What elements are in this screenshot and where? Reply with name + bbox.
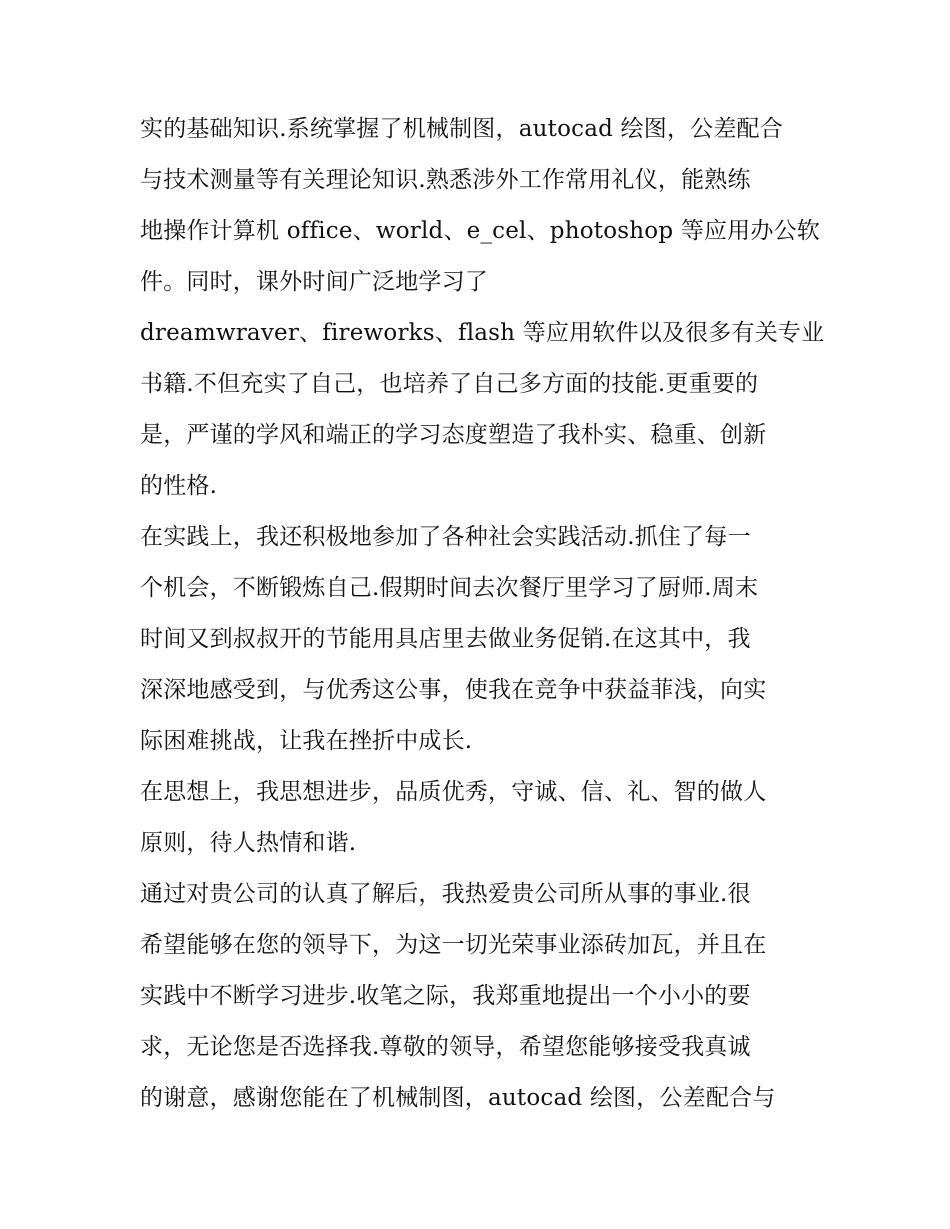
text-line: 的性格. bbox=[140, 473, 218, 499]
text-line: 原则，待人热情和谐. bbox=[140, 830, 357, 856]
text-line: 通过对贵公司的认真了解后，我热爱贵公司所从事的事业.很 bbox=[140, 881, 751, 907]
text-line: 求，无论您是否选择我.尊敬的领导，希望您能够接受我真诚 bbox=[140, 1034, 751, 1060]
text-line: 实践中不断学习进步.收笔之际，我郑重地提出一个小小的要 bbox=[140, 983, 751, 1009]
text-line: 是，严谨的学风和端正的学习态度塑造了我朴实、稳重、创新 bbox=[140, 422, 767, 448]
text-line: 书籍.不但充实了自己，也培养了自己多方面的技能.更重要的 bbox=[140, 371, 759, 397]
text-line: 时间又到叔叔开的节能用具店里去做业务促销.在这其中，我 bbox=[140, 626, 751, 652]
text-line: 希望能够在您的领导下，为这一切光荣事业添砖加瓦，并且在 bbox=[140, 932, 767, 958]
text-line: 件。同时，课外时间广泛地学习了 bbox=[140, 269, 488, 295]
text-line: dreamwraver、fireworks、flash 等应用软件以及很多有关专业 bbox=[140, 320, 825, 346]
text-line: 个机会，不断锻炼自己.假期时间去次餐厅里学习了厨师.周末 bbox=[140, 575, 759, 601]
text-line: 在实践上，我还积极地参加了各种社会实践活动.抓住了每一 bbox=[140, 524, 751, 550]
text-line: 地操作计算机 office、world、e_cel、photoshop 等应用办公软 bbox=[140, 218, 820, 244]
text-line: 的谢意，感谢您能在了机械制图，autocad 绘图，公差配合与 bbox=[140, 1085, 776, 1111]
document-body bbox=[140, 104, 825, 1124]
text-line: 深深地感受到，与优秀这公事，使我在竞争中获益菲浅，向实 bbox=[140, 677, 767, 703]
text-line: 与技术测量等有关理论知识.熟悉涉外工作常用礼仪，能熟练 bbox=[140, 167, 751, 193]
text-line: 在思想上，我思想进步，品质优秀，守诚、信、礼、智的做人 bbox=[140, 779, 767, 805]
text-line: 际困难挑战，让我在挫折中成长. bbox=[140, 728, 473, 754]
text-line: 实的基础知识.系统掌握了机械制图，autocad 绘图，公差配合 bbox=[140, 116, 783, 142]
